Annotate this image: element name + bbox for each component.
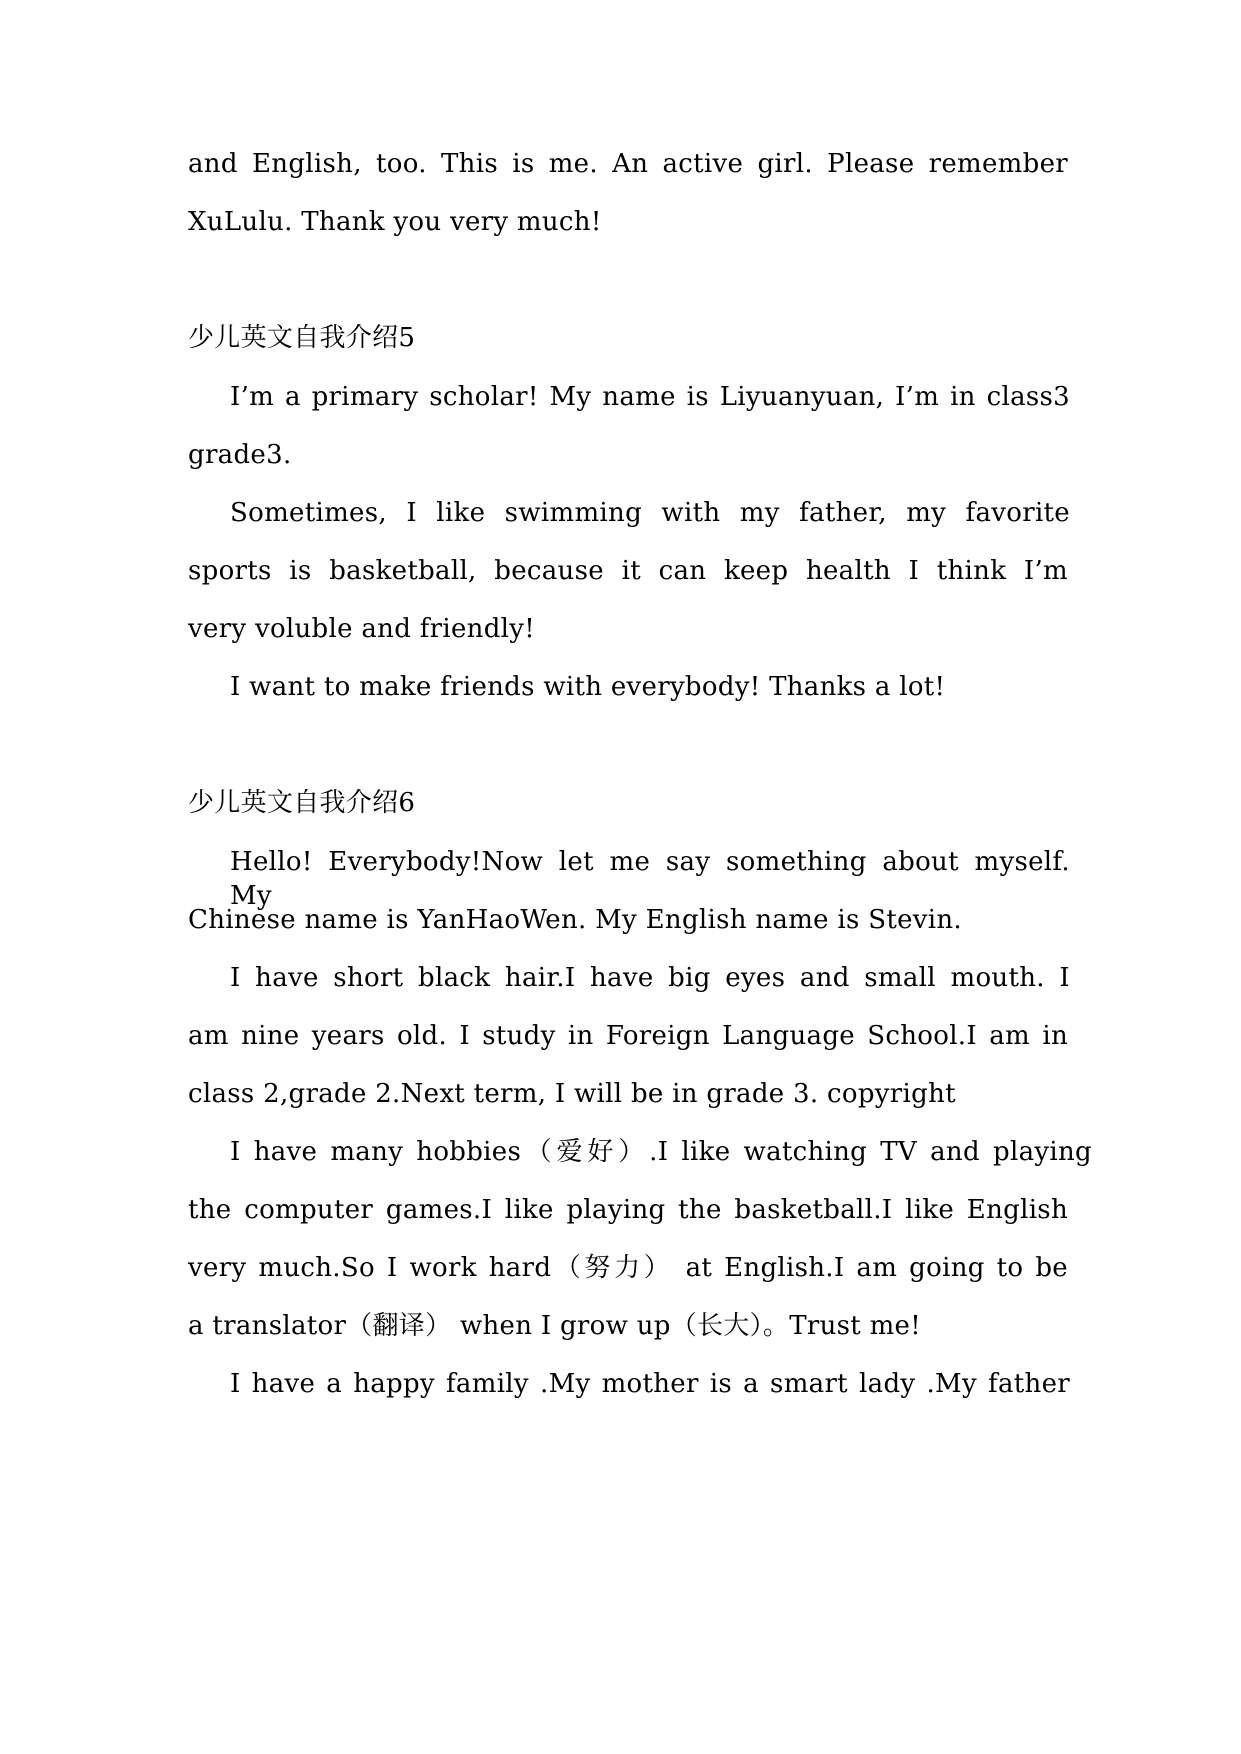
- paragraph-line: very voluble and friendly!: [188, 614, 536, 644]
- paragraph-line: sports is basketball, because it can keep health I think I’m: [188, 556, 1068, 586]
- paragraph-line: I have short black hair.I have big eyes and small mouth. I: [230, 963, 1070, 993]
- section-heading: 少儿英文自我介绍5: [188, 323, 416, 353]
- paragraph-line: XuLulu. Thank you very much!: [188, 207, 602, 237]
- paragraph-line: a translator（翻译） when I grow up（长大）。Trust me!: [188, 1311, 921, 1341]
- paragraph-line: class 2,grade 2.Next term, I will be in grade 3. copyright: [188, 1079, 956, 1109]
- paragraph-line: grade3.: [188, 440, 292, 470]
- paragraph-line: Hello! Everybody!Now let me say something about myself. My: [230, 847, 1070, 911]
- paragraph-line: Chinese name is YanHaoWen. My English name is Stevin.: [188, 905, 962, 935]
- paragraph-line: and English, too. This is me. An active girl. Please remember: [188, 149, 1068, 179]
- paragraph-line: I have many hobbies（爱好）.I like watching TV and playing: [230, 1137, 1092, 1167]
- paragraph-line: very much.So I work hard（努力） at English.I am going to be: [188, 1253, 1068, 1283]
- paragraph-line: am nine years old. I study in Foreign Language School.I am in: [188, 1021, 1068, 1051]
- paragraph-line: I’m a primary scholar! My name is Liyuanyuan, I’m in class3: [230, 382, 1070, 412]
- paragraph-line: I want to make friends with everybody! Thanks a lot!: [230, 672, 946, 702]
- paragraph-line: I have a happy family .My mother is a smart lady .My father: [230, 1369, 1070, 1399]
- paragraph-line: Sometimes, I like swimming with my father, my favorite: [230, 498, 1070, 528]
- section-heading: 少儿英文自我介绍6: [188, 788, 416, 818]
- paragraph-line: the computer games.I like playing the basketball.I like English: [188, 1195, 1068, 1225]
